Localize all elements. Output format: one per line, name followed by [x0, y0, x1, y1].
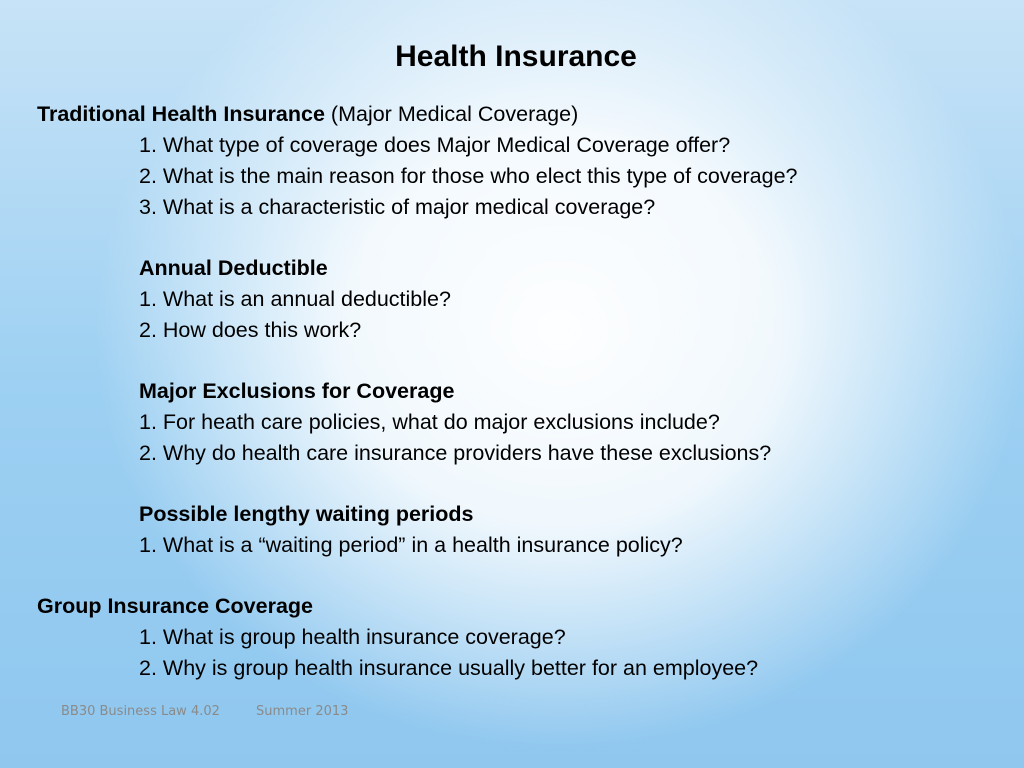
waiting-heading: Possible lengthy waiting periods — [139, 502, 474, 526]
group-question: 2. Why is group health insurance usually better for an employee? — [139, 656, 759, 680]
group-question: 1. What is group health insurance coverage? — [139, 625, 566, 649]
exclusions-question: 2. Why do health care insurance providers have these exclusions? — [139, 441, 772, 465]
footer-course: BB30 Business Law 4.02 — [61, 704, 220, 719]
group-heading: Group Insurance Coverage — [37, 594, 313, 618]
traditional-question: 2. What is the main reason for those who elect this type of coverage? — [139, 164, 798, 188]
traditional-question: 3. What is a characteristic of major medical coverage? — [139, 195, 656, 219]
spacer — [37, 469, 997, 499]
deductible-question: 2. How does this work? — [139, 318, 362, 342]
slide-body — [37, 99, 997, 684]
spacer — [37, 561, 997, 591]
exclusions-heading: Major Exclusions for Coverage — [139, 379, 455, 403]
deductible-heading: Annual Deductible — [139, 256, 328, 280]
footer-date: Summer 2013 — [256, 704, 349, 719]
slide-title: Health Insurance — [395, 40, 637, 73]
traditional-heading: Traditional Health Insurance — [37, 102, 325, 126]
waiting-question: 1. What is a “waiting period” in a health insurance policy? — [139, 533, 683, 557]
traditional-heading-line — [37, 99, 997, 130]
exclusions-question: 1. For heath care policies, what do major exclusions include? — [139, 410, 720, 434]
traditional-question: 1. What type of coverage does Major Medical Coverage offer? — [139, 133, 731, 157]
traditional-subheading: (Major Medical Coverage) — [330, 102, 579, 126]
spacer — [37, 223, 997, 253]
slide-footer — [61, 704, 348, 719]
spacer — [37, 346, 997, 376]
deductible-question: 1. What is an annual deductible? — [139, 287, 451, 311]
